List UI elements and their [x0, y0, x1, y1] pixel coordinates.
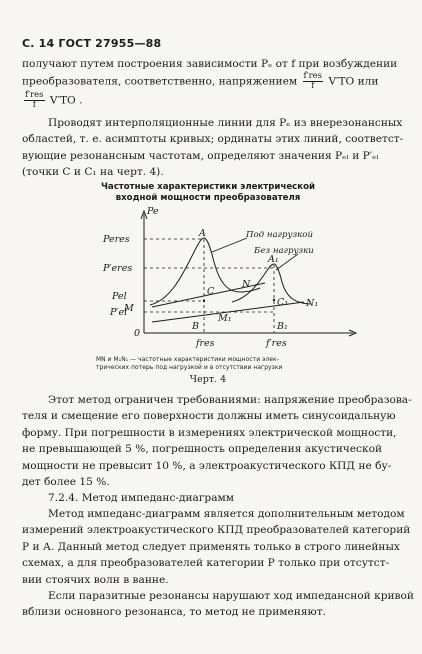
label-fres-prime: f′res [266, 338, 287, 349]
paragraph-method [22, 506, 411, 588]
caption-line-1: MN и M₁N₁ — частотные характеристики мощности элек- [96, 357, 279, 363]
p5-line-1: Если паразитные резонансы нарушают ход импедансной кривой [48, 590, 414, 602]
fraction-2-numerator: f′res [25, 90, 44, 101]
p3-line-6: дет более 15 %. [22, 476, 110, 489]
p4-line-4: схемах, а для преобразователей категории Р только при отсутст- [22, 557, 390, 570]
section-heading [22, 490, 394, 506]
label-under-load: Под нагрузкой [246, 230, 313, 240]
figure-title-line-1: Частотные характеристики электрической [100, 182, 316, 192]
paragraph-limitations [22, 392, 412, 490]
label-c: C [207, 286, 215, 297]
label-m1: M₁ [218, 313, 232, 324]
p5-line-2: вблизи основного резонанса, то метод не применяют. [22, 606, 326, 619]
figure-number: Черт. 4 [189, 374, 227, 385]
intro-line-2-text: преобразователя, соответственно, напряжением [22, 75, 298, 88]
label-peres: Peres [103, 234, 130, 245]
label-pel: Pel [112, 291, 127, 302]
label-peres-prime: P′eres [103, 263, 133, 274]
label-origin: 0 [134, 328, 141, 339]
p3-line-3: форму. При погрешности в измерениях электрической мощности, [22, 426, 397, 439]
leader-load [212, 238, 247, 252]
p4-line-1: Метод импеданс-диаграмм является дополнительным методом [48, 508, 405, 520]
point-c1 [273, 299, 275, 301]
label-n1: N₁ [306, 298, 319, 309]
p3-line-5: мощности не превысит 10 %, а электроакустического КПД не бу- [22, 459, 392, 472]
curve-under-load [150, 238, 260, 305]
label-pe: Pe [147, 206, 159, 217]
label-c1: C₁ [277, 297, 289, 308]
fraction-1-denominator: f [311, 81, 315, 92]
intro-line-1: получают путем построения зависимости Pₑ от f при возбуждении [22, 58, 398, 70]
p2-line-2: областей, т. е. асимптоты кривых; ординаты этих линий, соответст- [22, 133, 404, 146]
label-no-load: Без нагрузки [254, 246, 314, 256]
label-n: N [242, 279, 251, 290]
point-c [203, 300, 205, 302]
label-fres: fres [196, 338, 215, 349]
label-a: A [199, 228, 206, 239]
p2-line-1: Проводят интерполяционные линии для Pₑ из внерезонансных [48, 117, 403, 129]
paragraph-parasitic [22, 588, 414, 621]
intro-line-2-tail: V′TO или [328, 75, 379, 88]
p4-line-5: вии стоячих волн в ванне. [22, 573, 169, 586]
intro-line-3-tail: V′TO . [49, 94, 83, 107]
figure-caption [96, 356, 336, 372]
label-a1: A₁ [268, 254, 279, 265]
label-b: B [192, 321, 199, 332]
p3-line-1: Этот метод ограничен требованиями: напряжение преобразова- [48, 394, 412, 406]
p4-line-2: измерений электроакустического КПД преобразователей категорий [22, 524, 411, 537]
label-b1: B₁ [277, 321, 288, 332]
section-heading-text: 7.2.4. Метод импеданс-диаграмм [48, 492, 235, 504]
page-header: С. 14 ГОСТ 27955—88 [22, 37, 162, 50]
p2-line-4: (точки C и C₁ на черт. 4). [22, 166, 164, 179]
label-m: M [124, 303, 134, 314]
caption-line-2: трических потерь под нагрузкой и в отсутствии нагрузки [96, 365, 283, 371]
p3-line-2: теля и смещение его поверхности должны иметь синусоидальную [22, 410, 396, 423]
label-pel-prime: P′el [110, 307, 128, 318]
p2-line-3: вующие резонансным частотам, определяют значения Pₑₗ и P′ₑₗ [22, 149, 379, 162]
leader-noload [276, 254, 298, 270]
p3-line-4: не превышающей 5 %, погрешность определения акустической [22, 443, 383, 456]
fraction-2-denominator: f [32, 100, 36, 111]
p4-line-3: Р и А. Данный метод следует применять только в строго линейных [22, 540, 400, 553]
figure-title-line-2: входной мощности преобразователя [115, 193, 301, 203]
fraction-1-numerator: f′res [303, 71, 323, 82]
